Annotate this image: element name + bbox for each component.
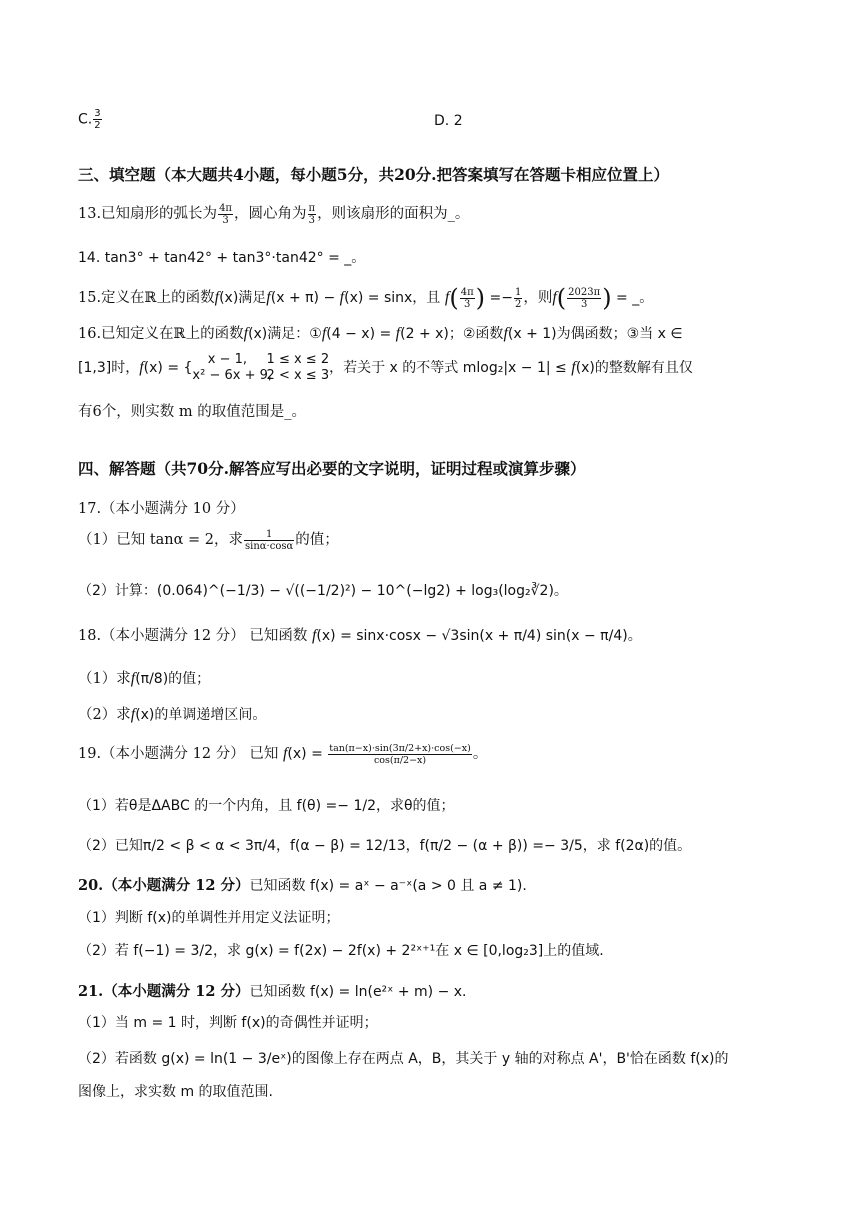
- question-13: 13.已知扇形的弧长为 $\frac{4\pi}{3}$ ，圆心角为 $\frac{\pi}{3}$ ，则该扇形的面积为_。: [78, 202, 470, 226]
- question-20-head: 20.（本小题满分 12 分）已知函数 f(x) = aˣ − a⁻ˣ(a > 0 且 a ≠ 1).: [78, 877, 527, 894]
- question-17-head: 17.（本小题满分 10 分）: [78, 501, 245, 517]
- question-15: 15.定义在ℝ上的函数f(x)满足f(x + π) − f(x) = sinx，且 f( $\frac{4\pi}{3}$ ) =− $\frac{1}{2}$ ，则f( $\frac{2023\pi}{3}$ ) = _。: [78, 284, 654, 312]
- piecewise-definition: x − 1, 1 ≤ x ≤ 2 x² − 6x + 9, 2 < x ≤ 3: [192, 352, 330, 383]
- question-18-part2: （2）求f(x)的单调递增区间。: [78, 706, 267, 723]
- option-d: D. 2: [434, 113, 463, 129]
- question-19-part2: （2）已知π/2 < β < α < 3π/4，f(α − β) = 12/13，f(π/2 − (α + β)) =− 3/5，求 f(2α)的值。: [78, 838, 692, 854]
- question-20-part2: （2）若 f(−1) = 3/2，求 g(x) = f(2x) − 2f(x) + 2²ˣ⁺¹在 x ∈ [0,log₂3]上的值域.: [78, 943, 604, 959]
- question-17-part1: （1）已知 tanα = 2，求 $\frac{1}{\sin\alpha\cdot\cos\alpha}$ 的值；: [78, 528, 339, 552]
- question-16-line2: [1,3]时，f(x) = { x − 1, 1 ≤ x ≤ 2 x² − 6x + 9, 2 < x ≤ 3 ，若关于 x 的不等式 mlog₂|x − 1| ≤ f(x)的整数解有且仅: [78, 352, 693, 383]
- question-21-part1: （1）当 m = 1 时，判断 f(x)的奇偶性并证明；: [78, 1015, 378, 1031]
- question-16-line3: 有6个，则实数 m 的取值范围是_。: [78, 404, 306, 420]
- question-21-head: 21.（本小题满分 12 分）已知函数 f(x) = ln(e²ˣ + m) − x.: [78, 983, 467, 1000]
- question-14: 14. tan3° + tan42° + tan3°·tan42° = _。: [78, 250, 366, 266]
- question-18-part1: （1）求f(π/8)的值；: [78, 670, 211, 687]
- section-4-title: 四、解答题（共70分.解答应写出必要的文字说明，证明过程或演算步骤）: [78, 459, 586, 478]
- question-17-part2: （2）计算：(0.064)^(−1/3) − √((−1/2)²) − 10^(−lg2) + log₃(log₂∛2)。: [78, 583, 568, 599]
- question-16-line1: 16.已知定义在ℝ上的函数f(x)满足：①f(4 − x) = f(2 + x)；②函数f(x + 1)为偶函数；③当 x ∈: [78, 325, 683, 342]
- section-3-title: 三、填空题（本大题共4小题，每小题5分，共20分.把答案填写在答题卡相应位置上）: [78, 165, 670, 184]
- question-18-head: 18.（本小题满分 12 分） 已知函数 f(x) = sinx·cosx − √3sin(x + π/4) sin(x − π/4)。: [78, 627, 642, 644]
- question-19-head: 19.（本小题满分 12 分） 已知 f(x) = $\frac{\tan(\pi-x)\cdot\sin(3\pi/2+x)\cdot\cos(-x)}{\cos(\pi/2-x)}$ 。: [78, 742, 488, 766]
- question-20-part1: （1）判断 f(x)的单调性并用定义法证明；: [78, 910, 340, 926]
- question-21-part3: 图像上，求实数 m 的取值范围.: [78, 1084, 273, 1100]
- question-19-part1: （1）若θ是ΔABC 的一个内角，且 f(θ) =− 1/2，求θ的值；: [78, 798, 455, 814]
- question-21-part2: （2）若函数 g(x) = ln(1 − 3/eˣ)的图像上存在两点 A，B，其关于 y 轴的对称点 A'，B'恰在函数 f(x)的: [78, 1051, 729, 1067]
- option-c-fraction: $\frac{3}{2}$: [94, 108, 101, 131]
- option-c: C. $\frac{3}{2}$: [78, 108, 101, 131]
